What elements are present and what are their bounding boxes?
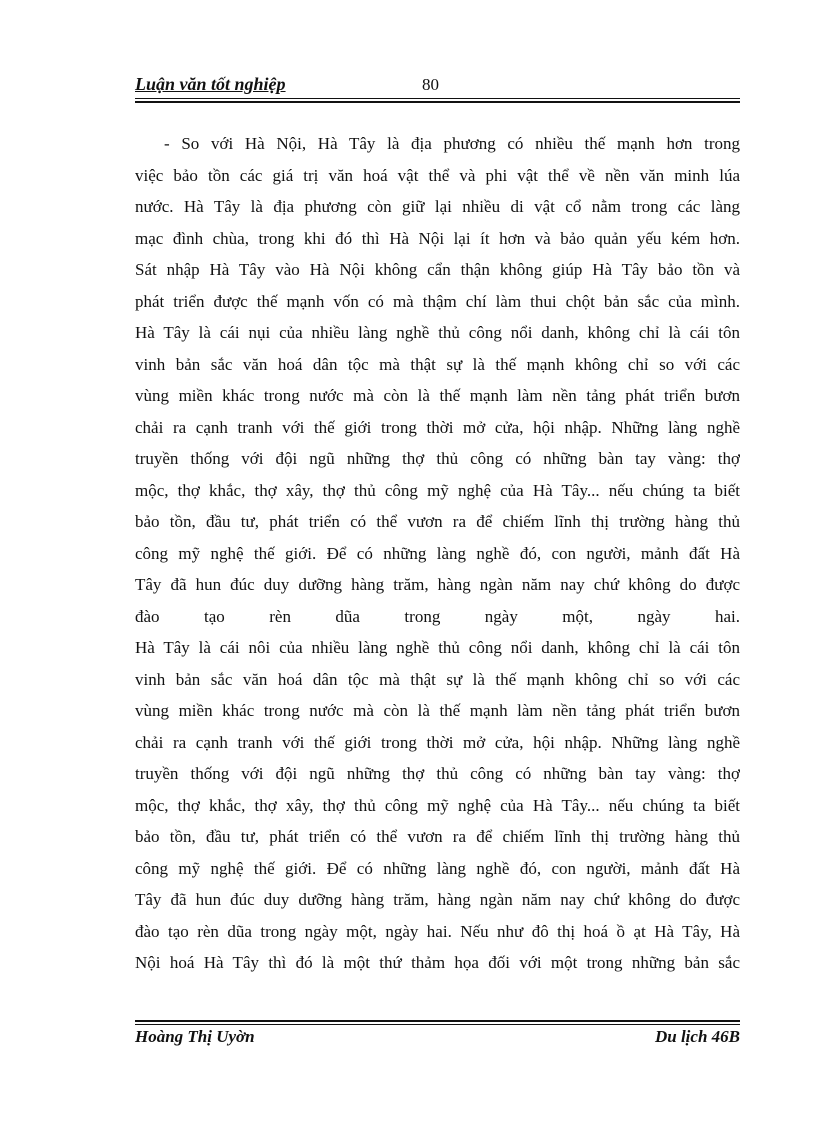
- text-line: vùng miền khác trong nước mà còn là thế mạnh làm nền tảng phát triển bươn: [135, 701, 740, 720]
- thesis-title: Luận văn tốt nghiệp: [135, 74, 286, 94]
- text-line: mộc, thợ khắc, thợ xây, thợ thủ công mỹ nghệ của Hà Tây... nếu chúng ta biết: [135, 480, 740, 500]
- text-line: bảo tồn, đầu tư, phát triển có thể vươn ra để chiếm lĩnh thị trường hàng thủ: [135, 512, 740, 531]
- text-line: Hà Tây là cái nôi của nhiều làng nghề thủ công nổi danh, không chỉ là cái tôn: [135, 638, 740, 657]
- text-line: chải ra cạnh tranh với thế giới trong thời mở cửa, hội nhập. Những làng nghề: [135, 417, 740, 437]
- text-line: Hà Tây là cái nụi của nhiều làng nghề thủ công nổi danh, không chỉ là cái tôn: [135, 323, 740, 342]
- paragraph: [135, 128, 740, 979]
- text-line: chải ra cạnh tranh với thế giới trong thời mở cửa, hội nhập. Những làng nghề: [135, 732, 740, 752]
- text-line: nước. Hà Tây là địa phương còn giữ lại nhiều di vật cổ nằm trong các làng: [135, 197, 740, 216]
- header-rule-thin: [135, 98, 740, 99]
- page-footer: [135, 1027, 740, 1051]
- text-line: vùng miền khác trong nước mà còn là thế mạnh làm nền tảng phát triển bươn: [135, 386, 740, 405]
- text-line: công mỹ nghệ thế giới. Để có những làng nghề đó, con người, mảnh đất Hà: [135, 858, 740, 878]
- text-line: truyền thống với đội ngũ những thợ thủ công có những bàn tay vàng: thợ: [135, 449, 740, 468]
- header-rule-thick: [135, 101, 740, 103]
- text-line: - So với Hà Nội, Hà Tây là địa phương có nhiều thế mạnh hơn trong: [164, 134, 740, 153]
- text-line: đào tạo rèn dũa trong ngày một, ngày hai. Nếu như đô thị hoá ồ ạt Hà Tây, Hà: [135, 921, 740, 941]
- text-line: Nội hoá Hà Tây thì đó là một thứ thảm họa đối với một trong những bản sắc: [135, 953, 740, 972]
- footer-rule-thin: [135, 1024, 740, 1025]
- text-line: truyền thống với đội ngũ những thợ thủ công có những bàn tay vàng: thợ: [135, 764, 740, 783]
- author-name: Hoàng Thị Uyờn: [135, 1027, 255, 1046]
- text-line: việc bảo tồn các giá trị văn hoá vật thể và phi vật thể về nền văn minh lúa: [135, 165, 740, 185]
- text-line: Tây đã hun đúc duy dưỡng hàng trăm, hàng ngàn năm nay chứ không do được: [135, 890, 740, 909]
- page-number: 80: [422, 75, 439, 94]
- page-header: [135, 74, 740, 104]
- text-line: mộc, thợ khắc, thợ xây, thợ thủ công mỹ nghệ của Hà Tây... nếu chúng ta biết: [135, 795, 740, 815]
- body-text: [135, 128, 740, 979]
- text-line: Tây đã hun đúc duy dưỡng hàng trăm, hàng ngàn năm nay chứ không do được: [135, 575, 740, 594]
- text-line: công mỹ nghệ thế giới. Để có những làng nghề đó, con người, mảnh đất Hà: [135, 543, 740, 563]
- text-line: Sát nhập Hà Tây vào Hà Nội không cẩn thận không giúp Hà Tây bảo tồn và: [135, 260, 740, 279]
- text-line: mạc đình chùa, trong khi đó thì Hà Nội lại ít hơn và bảo quản yếu kém hơn.: [135, 228, 740, 248]
- text-line: đào tạo rèn dũa trong ngày một, ngày hai.: [135, 606, 740, 626]
- text-line: phát triển được thế mạnh vốn có mà thậm chí làm thui chột bản sắc của mình.: [135, 291, 740, 311]
- text-line: bảo tồn, đầu tư, phát triển có thể vươn ra để chiếm lĩnh thị trường hàng thủ: [135, 827, 740, 846]
- text-line: vinh bản sắc văn hoá dân tộc mà thật sự là thế mạnh không chỉ so với các: [135, 669, 740, 689]
- text-line: vinh bản sắc văn hoá dân tộc mà thật sự là thế mạnh không chỉ so với các: [135, 354, 740, 374]
- footer-rule-thick: [135, 1020, 740, 1022]
- class-name: Du lịch 46B: [654, 1027, 740, 1046]
